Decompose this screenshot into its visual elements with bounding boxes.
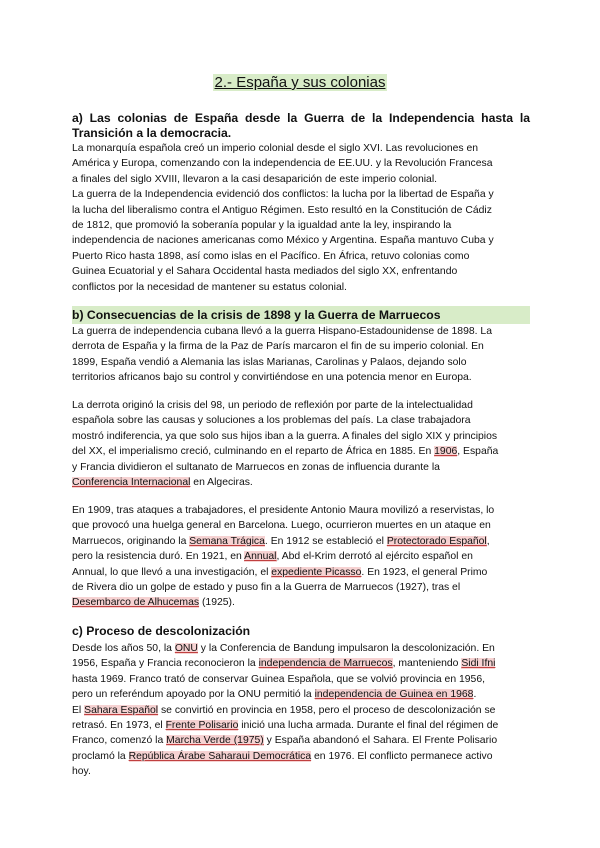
section-b-paragraph-2 [72, 398, 530, 490]
text-line: derrota de España y la firma de la Paz de París marcaron el fin de su imperio colonial. En [72, 341, 484, 353]
text-line: La derrota originó la crisis del 98, un periodo de reflexión por parte de la intelectualidad [72, 400, 473, 411]
text-line: Conferencia Internacional en Algeciras. [72, 477, 253, 489]
text-line: La guerra de independencia cubana llevó a la guerra Hispano-Estadounidense de 1898. La [72, 326, 492, 337]
text-line: mostró indiferencia, ya que solo sus hijos iban a la guerra. A finales del siglo XIX y principios [72, 430, 498, 442]
text-line: la lucha del liberalismo contra el Antiguo Régimen. Esto resultó en la Constitución de Cádiz [72, 204, 492, 216]
highlight-frente-polisario: Frente Polisario [165, 720, 239, 732]
highlight-conferencia: Conferencia Internacional [72, 477, 191, 489]
text-line: En 1909, tras ataques a trabajadores, el presidente Antonio Maura movilizó a reservistas, lo [72, 505, 495, 516]
section-c-heading: c) Proceso de descolonización [72, 624, 251, 638]
text-line: del XX, el imperialismo creció, culminando en el reparto de África en 1885. En 1906, España [72, 446, 499, 458]
text-line: que provocó una huelga general en Barcelona. Luego, ocurrieron muertes en un ataque en [72, 520, 491, 532]
highlight-rasd: República Árabe Saharaui Democrática [128, 750, 312, 762]
section-b-paragraph-1 [72, 324, 530, 386]
section-a-paragraph [72, 141, 530, 295]
text-line: a finales del siglo XVIII, llevaron a la casi desaparición de este imperio colonial. [72, 173, 438, 185]
text-line: La monarquía española creó un imperio colonial desde el siglo XVI. Las revoluciones en [72, 143, 479, 154]
section-b-heading: b) Consecuencias de la crisis de 1898 y la Guerra de Marruecos [72, 306, 530, 324]
highlight-semana-tragica: Semana Trágica [189, 535, 265, 547]
highlight-onu: ONU [174, 643, 198, 654]
text-line: pero la resistencia duró. En 1921, en Annual, Abd el-Krim derrotó al ejército español en [72, 551, 473, 563]
highlight-protectorado: Protectorado Español [386, 535, 487, 547]
highlight-expediente-picasso: expediente Picasso [271, 566, 362, 578]
text-line: española sobre las causas y soluciones a los problemas del país. La clase trabajadora [72, 415, 471, 427]
text-line: proclamó la República Árabe Saharaui Democrática en 1976. El conflicto permanece activo [72, 750, 493, 762]
text-line: de 1812, que promovió la soberanía popular y la igualdad ante la ley, inspirando la [72, 220, 452, 232]
section-a-heading: a) Las colonias de España desde la Guerra de la Independencia hasta la Transición a la democracia. [72, 111, 530, 140]
section-c-paragraph [72, 641, 530, 780]
highlight-alhucemas: Desembarco de Alhucemas [72, 597, 200, 609]
text-line: Annual, lo que llevó a una investigación, el expediente Picasso. En 1923, el general Primo [72, 566, 488, 578]
highlight-independencia-guinea: independencia de Guinea en 1968 [314, 689, 474, 701]
highlight-marcha-verde: Marcha Verde (1975) [166, 735, 264, 747]
page-title: 2.- España y sus colonias [214, 74, 386, 91]
text-line: y Francia dividieron el sultanato de Marruecos en zonas de influencia durante la [72, 461, 440, 473]
highlight-1906: 1906 [434, 446, 458, 458]
text-line: Franco, comenzó la Marcha Verde (1975) y España abandonó el Sahara. El Frente Polisario [72, 735, 498, 747]
text-line: retrasó. En 1973, el Frente Polisario inició una lucha armada. Durante el final del régimen de [72, 720, 499, 732]
text-line: independencia de naciones americanas como México y Argentina. España mantuvo Cuba y [72, 235, 494, 247]
text-line: pero un referéndum apoyado por la ONU permitió la independencia de Guinea en 1968. [72, 689, 477, 701]
text-line: La guerra de la Independencia evidenció dos conflictos: la lucha por la libertad de España y [72, 189, 494, 201]
section-b-paragraph-3 [72, 503, 530, 611]
text-line: Desde los años 50, la ONU y la Conferencia de Bandung impulsaron la descolonización. En [72, 643, 495, 654]
text-line: Marruecos, originando la Semana Trágica. En 1912 se estableció el Protectorado Español, [72, 535, 490, 547]
text-line: hoy. [72, 766, 91, 778]
text-line: de Rivera dio un golpe de estado y puso fin a la Guerra de Marruecos (1927), tras el [72, 582, 461, 594]
text-line: conflictos por la necesidad de mantener su estatus colonial. [72, 281, 347, 293]
highlight-annual: Annual [244, 551, 277, 563]
text-line: territorios africanos bajo su control y convirtiéndose en una potencia menor en Europa. [72, 372, 472, 384]
text-line: 1956, España y Francia reconocieron la independencia de Marruecos, manteniendo Sidi Ifni [72, 658, 496, 670]
text-line: hasta 1969. Franco trató de conservar Guinea Española, que se volvió provincia en 1956, [72, 673, 485, 685]
highlight-independencia-marruecos: independencia de Marruecos [258, 658, 393, 670]
text-line: América y Europa, comenzando con la independencia de EE.UU. y la Revolución Francesa [72, 158, 493, 170]
text-line: Puerto Rico hasta 1898, así como islas en el Pacífico. En África, retuvo colonias como [72, 250, 470, 262]
text-line: Guinea Ecuatorial y el Sahara Occidental hasta mediados del siglo XX, enfrentando [72, 266, 458, 278]
highlight-sidi-ifni: Sidi Ifni [461, 658, 496, 670]
text-line: El Sahara Español se convirtió en provincia en 1958, pero el proceso de descolonización se [72, 704, 496, 716]
highlight-sahara-espanol: Sahara Español [84, 704, 159, 716]
text-line: 1899, España vendió a Alemania las islas Marianas, Carolinas y Palaos, dejando solo [72, 356, 467, 368]
text-line: Desembarco de Alhucemas (1925). [72, 597, 235, 609]
